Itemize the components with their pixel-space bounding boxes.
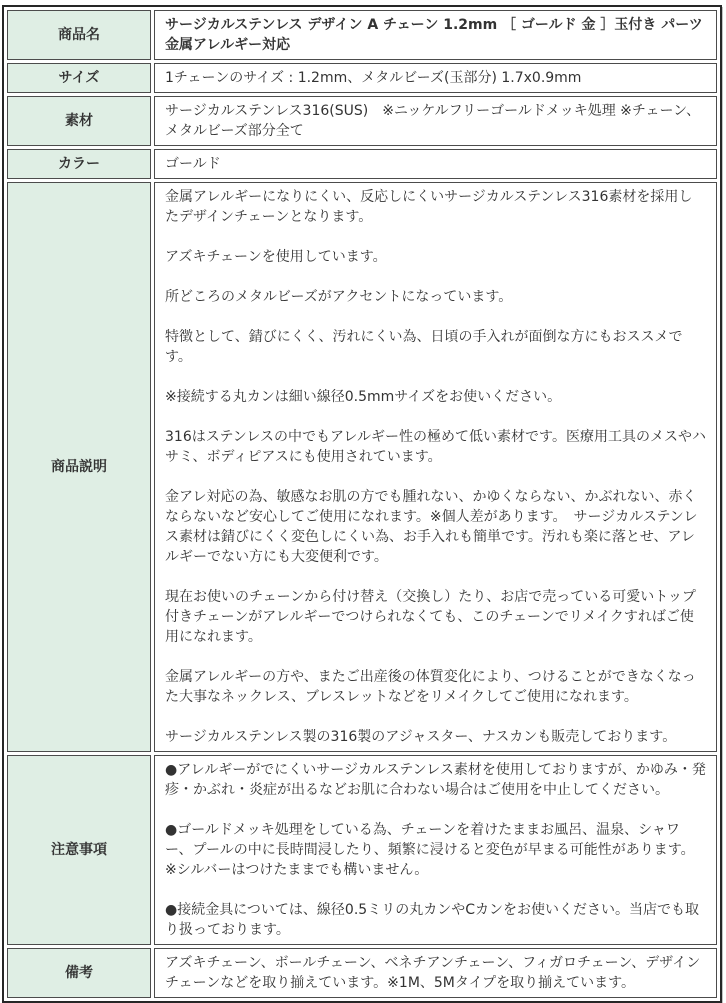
row-value-paragraph: 1チェーンのサイズ : 1.2mm、メタルビーズ(玉部分) 1.7x0.9mm	[165, 70, 582, 86]
row-label: 商品名	[7, 10, 151, 60]
row-value-paragraph: 金属アレルギーになりにくい、反応しにくいサージカルステンレス316素材を採用したデザインチェーンとなります。	[165, 189, 693, 225]
row-value	[154, 948, 717, 998]
row-value	[154, 96, 717, 146]
table-row	[7, 63, 717, 93]
product-spec-table	[2, 5, 722, 1003]
row-value	[154, 63, 717, 93]
row-value-paragraph: アズキチェーン、ボールチェーン、ベネチアンチェーン、フィガロチェーン、デザインチェーンなどを取り揃えています。※1M、5Mタイプを取り揃えています。	[165, 955, 701, 991]
row-label: 商品説明	[7, 182, 151, 752]
row-value-paragraph: サージカルステンレス316(SUS) ※ニッケルフリーゴールドメッキ処理 ※チェーン、メタルビーズ部分全て	[165, 103, 701, 139]
row-value-paragraph: ゴールド	[165, 156, 221, 172]
row-label: 備考	[7, 948, 151, 998]
row-value-paragraph: サージカルステンレス デザイン A チェーン 1.2mm ［ ゴールド 金 ］玉付き パーツ 金属アレルギー対応	[165, 17, 703, 53]
row-value-paragraph: 所どころのメタルビーズがアクセントになっています。	[165, 289, 513, 305]
product-spec-table-body	[7, 10, 717, 998]
row-value-paragraph: ●アレルギーがでにくいサージカルステンレス素材を使用しておりますが、かゆみ・発疹・かぶれ・炎症が出るなどお肌に合わない場合はご使用を中止してください。	[165, 762, 706, 798]
row-label: 注意事項	[7, 755, 151, 945]
table-row	[7, 10, 717, 60]
row-value-paragraph: ※接続する丸カンは細い線径0.5mmサイズをお使いください。	[165, 389, 562, 405]
row-value	[154, 149, 717, 179]
row-value	[154, 755, 717, 945]
row-label: カラー	[7, 149, 151, 179]
table-row	[7, 755, 717, 945]
row-value-paragraph: アズキチェーンを使用しています。	[165, 249, 387, 265]
row-value-paragraph: 金アレ対応の為、敏感なお肌の方でも腫れない、かゆくならない、かぶれない、赤くならないなど安心してご使用になれます。※個人差があります。 サージカルステンレス素材は錆びにくく変色しにくい為、お手入れも簡単です。汚れも楽に落とせ、アレルギーでない方にも大変便利です。	[165, 489, 698, 565]
table-row	[7, 182, 717, 752]
row-value-paragraph: ●接続金具については、線径0.5ミリの丸カンやCカンをお使いください。当店でも取り扱っております。	[165, 902, 699, 938]
table-row	[7, 948, 717, 998]
row-value-paragraph: サージカルステンレス製の316製のアジャスター、ナスカンも販売しております。	[165, 729, 677, 745]
row-value-paragraph: 現在お使いのチェーンから付け替え（交換し）たり、お店で売っている可愛いトップ付きチェーンがアレルギーでつけられなくても、このチェーンでリメイクすればご使用になれます。	[165, 589, 696, 645]
row-value	[154, 10, 717, 60]
table-row	[7, 96, 717, 146]
row-label: サイズ	[7, 63, 151, 93]
row-value-paragraph: 316はステンレスの中でもアレルギー性の極めて低い素材です。医療用工具のメスやハサミ、ボディピアスにも使用されています。	[165, 429, 706, 465]
row-value-paragraph: 金属アレルギーの方や、またご出産後の体質変化により、つけることができなくなった大事なネックレス、ブレスレットなどをリメイクしてご使用になれます。	[165, 669, 696, 705]
row-value-paragraph: ●ゴールドメッキ処理をしている為、チェーンを着けたままお風呂、温泉、シャワー、プールの中に長時間浸したり、頻繁に浸けると変色が早まる可能性があります。※シルバーはつけたままでも構いません。	[165, 822, 695, 878]
row-value-paragraph: 特徴として、錆びにくく、汚れにくい為、日頃の手入れが面倒な方にもおススメです。	[165, 329, 683, 365]
table-row	[7, 149, 717, 179]
row-value	[154, 182, 717, 752]
row-label: 素材	[7, 96, 151, 146]
